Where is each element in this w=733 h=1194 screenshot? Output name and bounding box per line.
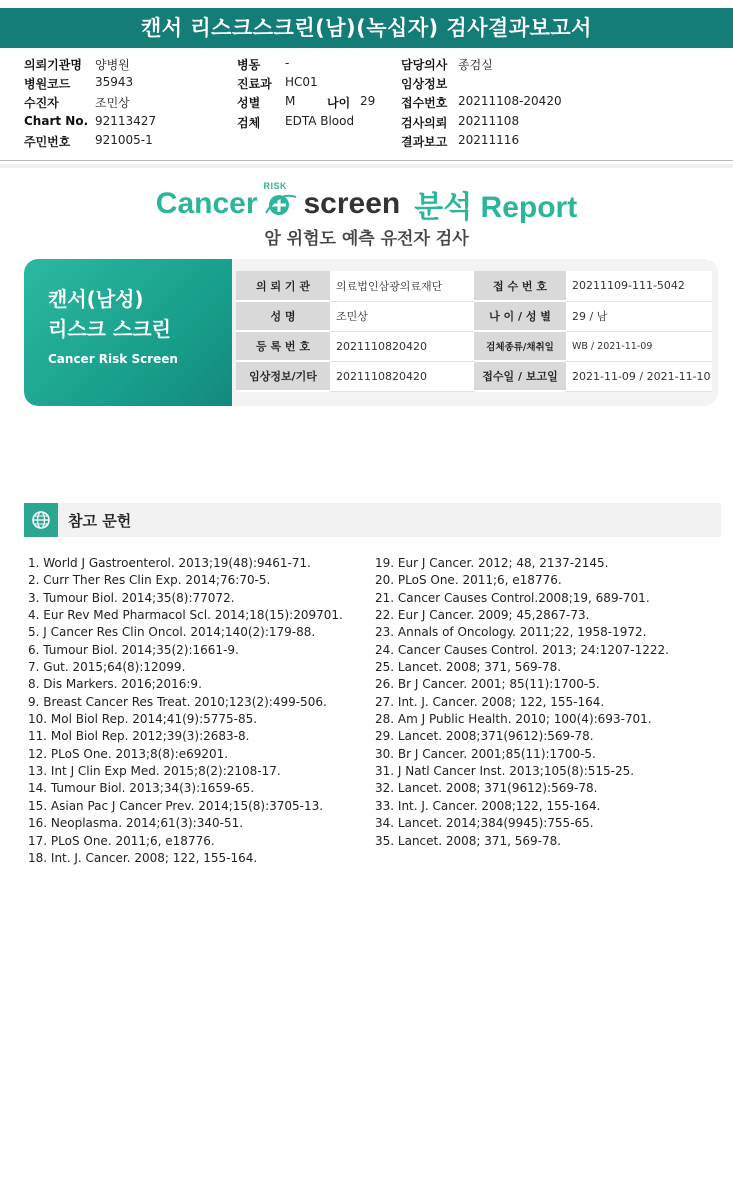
reference-item: 13. Int J Clin Exp Med. 2015;8(2):2108-17. xyxy=(28,764,281,779)
patient-meta xyxy=(0,56,733,156)
meta-label: 담당의사 xyxy=(401,58,448,72)
references-list-right xyxy=(375,555,669,850)
meta-value: 종검실 xyxy=(458,58,493,72)
meta-label: 검사의뢰 xyxy=(401,116,448,130)
globe-icon xyxy=(24,503,58,537)
row-label: 의 뢰 기 관 xyxy=(236,271,330,301)
meta-label: Chart No. xyxy=(24,114,89,128)
test-name-line2: 리스크 스크린 xyxy=(48,317,171,341)
meta-label: 의뢰기관명 xyxy=(24,58,82,72)
reference-item: 19. Eur J Cancer. 2012; 48, 2137-2145. xyxy=(375,556,609,570)
meta-value: EDTA Blood xyxy=(285,114,355,128)
reference-item: 3. Tumour Biol. 2014;35(8):77072. xyxy=(28,590,235,605)
reference-item: 11. Mol Biol Rep. 2012;39(3):2683-8. xyxy=(28,729,250,744)
references-title: 참고 문헌 xyxy=(68,512,132,530)
meta-value: - xyxy=(285,56,290,70)
reference-item: 23. Annals of Oncology. 2011;22, 1958-1972. xyxy=(375,625,647,640)
meta-value: 20211116 xyxy=(458,133,520,147)
row-label: 성 명 xyxy=(236,301,330,331)
reference-item: 35. Lancet. 2008; 371, 569-78. xyxy=(375,833,562,848)
reference-item: 14. Tumour Biol. 2013;34(3):1659-65. xyxy=(28,781,255,796)
reference-item: 32. Lancet. 2008; 371(9612):569-78. xyxy=(375,781,598,796)
row-value: 20211109-111-5042 xyxy=(566,271,712,301)
row-value: 2021110820420 xyxy=(330,361,474,391)
reference-item: 1. World J Gastroenterol. 2013;19(48):9461-71. xyxy=(28,556,311,570)
references-header xyxy=(24,503,721,537)
meta-label: 병원코드 xyxy=(24,77,71,91)
brand-screen-text: screen xyxy=(303,187,401,220)
meta-value: HC01 xyxy=(285,75,318,89)
reference-item: 15. Asian Pac J Cancer Prev. 2014;15(8):3705-13. xyxy=(28,798,324,813)
page-subtitle: 암 위험도 예측 유전자 검사 xyxy=(264,229,469,249)
reference-item: 31. J Natl Cancer Inst. 2013;105(8):515-25. xyxy=(375,764,635,779)
meta-value: 20211108 xyxy=(458,114,520,128)
meta-value: 29 xyxy=(360,94,376,108)
reference-item: 20. PLoS One. 2011;6, e18776. xyxy=(375,573,562,588)
reference-item: 9. Breast Cancer Res Treat. 2010;123(2):499-506. xyxy=(28,694,327,709)
row-value: 조민상 xyxy=(330,301,474,331)
meta-label: 접수번호 xyxy=(401,96,448,110)
meta-label: 검체 xyxy=(237,116,261,130)
reference-item: 18. Int. J. Cancer. 2008; 122, 155-164. xyxy=(28,850,258,865)
meta-value: 양병원 xyxy=(95,58,130,72)
row-label: 검체종류/채취일 xyxy=(474,331,566,361)
test-name-english: Cancer Risk Screen xyxy=(48,352,178,366)
meta-value: 조민상 xyxy=(95,96,130,110)
reference-item: 25. Lancet. 2008; 371, 569-78. xyxy=(375,660,562,675)
report-title: 캔서 리스크스크린(남)(녹십자) 검사결과보고서 xyxy=(0,8,733,48)
reference-item: 10. Mol Biol Rep. 2014;41(9):5775-85. xyxy=(28,712,258,727)
row-value: 29 / 남 xyxy=(566,301,712,331)
row-label: 접수일 / 보고일 xyxy=(474,361,566,391)
references-list-left xyxy=(28,555,343,867)
row-label: 임상정보/기타 xyxy=(236,361,330,391)
reference-item: 16. Neoplasma. 2014;61(3):340-51. xyxy=(28,816,244,831)
reference-item: 29. Lancet. 2008;371(9612):569-78. xyxy=(375,729,594,744)
divider xyxy=(0,160,733,161)
reference-item: 4. Eur Rev Med Pharmacol Scl. 2014;18(15):209701. xyxy=(28,608,343,623)
table-row xyxy=(236,301,712,331)
meta-label: 병동 xyxy=(237,58,261,72)
test-name-panel xyxy=(24,259,232,406)
reference-item: 28. Am J Public Health. 2010; 100(4):693-701. xyxy=(375,712,652,727)
reference-item: 21. Cancer Causes Control.2008;19, 689-701. xyxy=(375,590,650,605)
table-row xyxy=(236,271,712,301)
row-label: 등 록 번 호 xyxy=(236,331,330,361)
table-row xyxy=(236,361,712,391)
reference-item: 5. J Cancer Res Clin Oncol. 2014;140(2):179-88. xyxy=(28,625,316,640)
brand-cancer-text: Cancer xyxy=(155,187,258,220)
reference-item: 7. Gut. 2015;64(8):12099. xyxy=(28,660,186,675)
reference-item: 8. Dis Markers. 2016;2016:9. xyxy=(28,677,202,692)
ribbon-plus-icon xyxy=(262,181,300,219)
brand-risk-text: RISK xyxy=(263,181,288,191)
meta-label: 주민번호 xyxy=(24,135,71,149)
row-label: 접 수 번 호 xyxy=(474,271,566,301)
reference-item: 22. Eur J Cancer. 2009; 45,2867-73. xyxy=(375,608,590,623)
reference-item: 24. Cancer Causes Control. 2013; 24:1207-1222. xyxy=(375,642,669,657)
meta-label: 임상정보 xyxy=(401,77,448,91)
meta-value: M xyxy=(285,94,296,108)
meta-label: 진료과 xyxy=(237,77,272,91)
divider xyxy=(0,164,733,168)
meta-label: 성별 xyxy=(237,96,261,110)
row-value: WB / 2021-11-09 xyxy=(566,331,712,361)
row-value: 2021110820420 xyxy=(330,331,474,361)
brand-report-text: 분석 Report xyxy=(414,191,578,224)
reference-item: 2. Curr Ther Res Clin Exp. 2014;76:70-5. xyxy=(28,573,271,588)
reference-item: 33. Int. J. Cancer. 2008;122, 155-164. xyxy=(375,798,601,813)
reference-item: 34. Lancet. 2014;384(9945):755-65. xyxy=(375,816,594,831)
row-value: 2021-11-09 / 2021-11-10 xyxy=(566,361,712,391)
meta-label: 수진자 xyxy=(24,96,59,110)
patient-info-card xyxy=(24,259,718,406)
test-name-line1: 캔서(남성) xyxy=(48,287,144,311)
meta-value: 20211108-20420 xyxy=(458,94,562,108)
table-row xyxy=(236,331,712,361)
meta-value: 921005-1 xyxy=(95,133,153,147)
reference-item: 6. Tumour Biol. 2014;35(2):1661-9. xyxy=(28,642,239,657)
patient-info-table xyxy=(236,271,712,392)
meta-value: 92113427 xyxy=(95,114,157,128)
reference-item: 26. Br J Cancer. 2001; 85(11):1700-5. xyxy=(375,677,600,692)
reference-item: 17. PLoS One. 2011;6, e18776. xyxy=(28,833,215,848)
brand-logo xyxy=(0,182,733,222)
row-label: 나 이 / 성 별 xyxy=(474,301,566,331)
meta-label: 나이 xyxy=(327,96,351,110)
reference-item: 12. PLoS One. 2013;8(8):e69201. xyxy=(28,746,229,761)
meta-value: 35943 xyxy=(95,75,134,89)
meta-label: 결과보고 xyxy=(401,135,448,149)
reference-item: 27. Int. J. Cancer. 2008; 122, 155-164. xyxy=(375,694,605,709)
row-value: 의료법인삼광의료재단 xyxy=(330,271,474,301)
reference-item: 30. Br J Cancer. 2001;85(11):1700-5. xyxy=(375,746,596,761)
